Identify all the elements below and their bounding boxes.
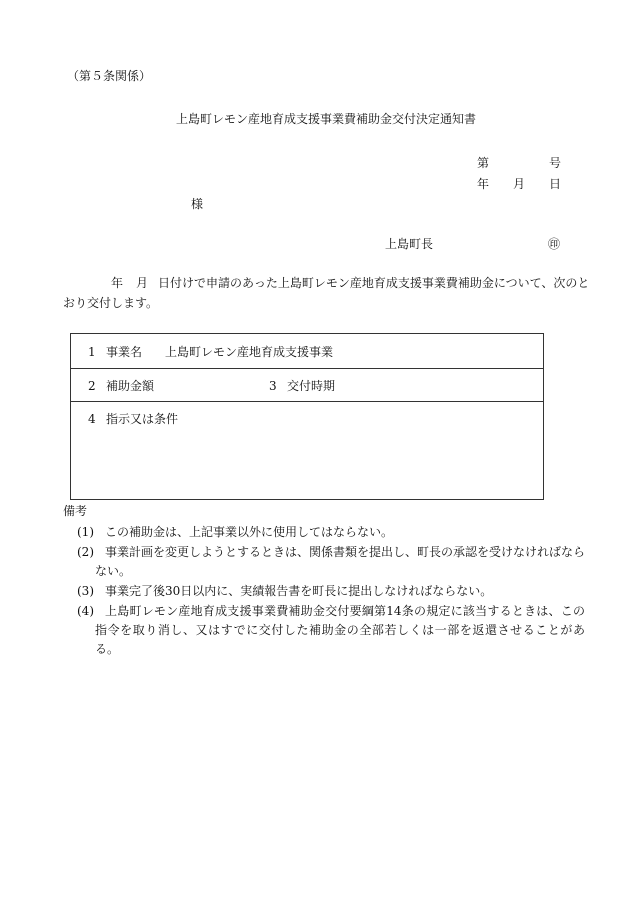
doc-number-prefix: 第 xyxy=(477,156,490,170)
remark-text: 事業計画を変更しようとするときは、関係書類を提出し、町長の承認を受けなければならない。 xyxy=(95,545,586,578)
row2-number: 2 xyxy=(88,379,96,393)
table-row xyxy=(71,369,543,402)
row2-number-2: 3 xyxy=(269,379,277,393)
row3-number: 4 xyxy=(88,412,96,426)
date-month-label: 月 xyxy=(513,177,526,191)
sender-name: 上島町長 xyxy=(385,237,434,251)
remark-number: (2) xyxy=(77,545,94,559)
date-year-label: 年 xyxy=(477,177,490,191)
remark-number: (3) xyxy=(77,584,94,598)
project-name-value: 上島町レモン産地育成支援事業 xyxy=(165,345,334,359)
remark-text: 上島町レモン産地育成支援事業費補助金交付要綱第14条の規定に該当するときは、この指令を取り消し、又はすでに交付した補助金の全部若しくは一部を返還させることがある。 xyxy=(95,604,585,656)
date-day-label: 日 xyxy=(549,177,562,191)
recipient-honorific: 様 xyxy=(191,197,204,211)
body-year-label: 年 xyxy=(111,276,124,290)
subsidy-amount-label: 補助金額 xyxy=(106,379,155,393)
seal-mark: ㊞ xyxy=(548,237,561,251)
table-row xyxy=(71,334,543,369)
remark-number: (1) xyxy=(77,525,94,539)
remark-text: 事業完了後30日以内に、実績報告書を町長に提出しなければならない。 xyxy=(105,584,493,598)
body-text-line2: おり交付します。 xyxy=(63,296,159,310)
row1-label: 事業名 xyxy=(106,345,143,359)
remarks-heading: 備考 xyxy=(63,504,88,518)
remark-number: (4) xyxy=(77,604,94,618)
conditions-label: 指示又は条件 xyxy=(106,412,179,426)
doc-number-suffix: 号 xyxy=(549,156,562,170)
details-table xyxy=(70,333,544,500)
table-row xyxy=(71,402,543,499)
body-month-label: 月 xyxy=(136,276,149,290)
body-text-line1: 日付けで申請のあった上島町レモン産地育成支援事業費補助金について、次のと xyxy=(158,276,590,290)
row1-number: 1 xyxy=(88,345,96,359)
article-reference: （第５条関係） xyxy=(67,69,152,83)
grant-timing-label: 交付時期 xyxy=(287,379,336,393)
remark-text: この補助金は、上記事業以外に使用してはならない。 xyxy=(105,525,394,539)
document-title: 上島町レモン産地育成支援事業費補助金交付決定通知書 xyxy=(176,112,477,126)
